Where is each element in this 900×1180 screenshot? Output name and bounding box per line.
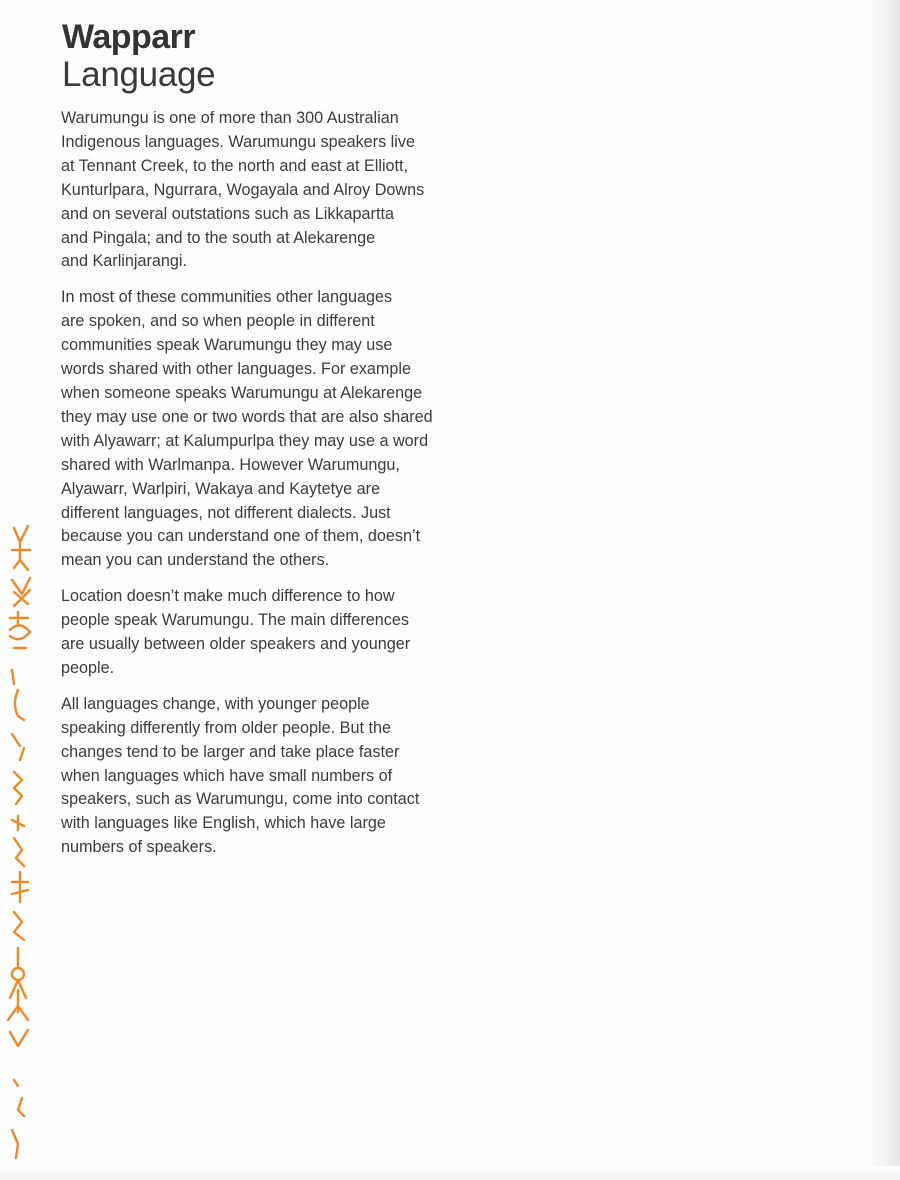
orange-figures-motif-icon — [0, 520, 50, 1170]
page-bottom-edge — [0, 1166, 900, 1180]
paragraph-2: In most of these communities other languages are spoken, and so when people in different communities speak Warumungu they may use words shared with other languages. For example when someone speaks Warumungu at Alekarenge they may use one or two words that are also shared with Alyawarr; at Kalumpurlpa they may use a word shared with Warlmanpa. However Warumungu, Alyawarr, Warlpiri, Wakaya and Kaytetye are different languages, not different dialects. Just because you can understand one of them, doesn’t mean you can understand the others. — [61, 288, 433, 570]
heading-block — [62, 18, 462, 94]
paragraph-1: Warumungu is one of more than 300 Australian Indigenous languages. Warumungu speakers live at Tennant Creek, to the north and east at Elliott, Kunturlpara, Ngurrara, Wogayala and Alroy Downs and on several outstations such as Likkapartta and Pingala; and to the south at Alekarenge and Karlinjarangi. — [61, 109, 425, 271]
paragraph-3: Location doesn’t make much difference to how people speak Warumungu. The main differences are usually between older speakers and younger people. — [61, 587, 411, 677]
page-subtitle: Language — [62, 55, 216, 94]
page-title: Wapparr — [62, 18, 196, 56]
page-edge-shadow — [872, 0, 900, 1180]
paragraph-4: All languages change, with younger people speaking differently from older people. But the changes tend to be larger and take place faster when languages which have small numbers of speakers, such as Warumungu, come into contact with languages like English, which have large numbers of speakers. — [61, 694, 420, 857]
body-text — [61, 107, 453, 872]
